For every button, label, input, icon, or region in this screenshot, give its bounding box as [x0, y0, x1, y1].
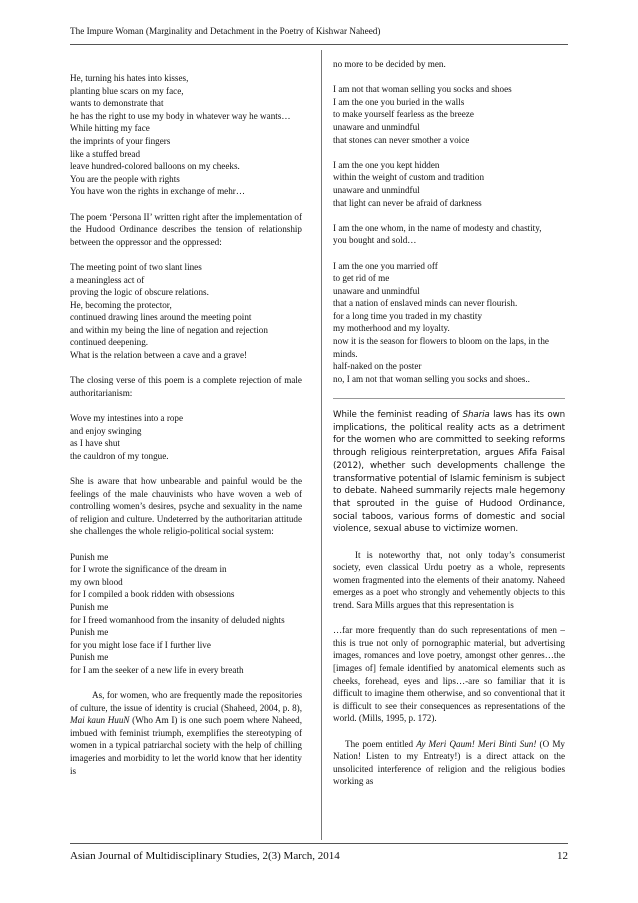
- poem-line: [333, 146, 565, 159]
- poem-line: he has the right to use my body in whatever way he wants…: [70, 110, 291, 121]
- poem-line: as I have shut: [70, 438, 120, 449]
- poem-line: He, turning his hates into kisses,: [70, 73, 189, 83]
- poem-line: You are the people with rights: [70, 173, 180, 184]
- poem-line: that light can never be afraid of darkness: [333, 197, 482, 208]
- poem-word: me: [97, 601, 109, 612]
- poem-line: my motherhood and my loyalty.: [333, 323, 450, 334]
- poem-line: [333, 71, 565, 84]
- block-quote: …far more frequently than do such representations of men – this is true not only of pornographic material, but advertising images, romances and love poetry, amongst other genres…the [images of] female identified by anatomical elements such as cheeks, forehead, eyes and lips…-are so familiar that it is difficult to imagine them otherwise, and so conventional that it is difficult to see their consequences as representations of the world. (Mills, 1995, p. 172).: [333, 625, 565, 724]
- poem-line: [333, 209, 565, 222]
- poem-line: for you might lose face if I further live: [70, 639, 211, 650]
- poem-line: continued drawing lines around the meeting point: [70, 312, 252, 323]
- poem-line: You have won the rights in exchange of mehr…: [70, 186, 245, 197]
- poem-line: for I am the seeker of a new life in every breath: [70, 664, 244, 675]
- paragraph: The closing verse of this poem is a complete rejection of male authoritarianism:: [70, 375, 302, 398]
- poem-line: I am the one you married off: [333, 260, 438, 271]
- paragraph: [333, 738, 565, 788]
- right-column: [333, 58, 565, 801]
- poem-line: for I compiled a book ridden with obsessions: [70, 589, 235, 600]
- poem-line: and enjoy swinging: [70, 425, 142, 436]
- poem-line: the cauldron of my tongue.: [70, 450, 169, 461]
- poem-line: a meaningless act of: [70, 274, 145, 285]
- poem-line: continued deepening.: [70, 337, 149, 348]
- poem-line: my own blood: [70, 576, 123, 587]
- poem-line: leave hundred-colored balloons on my cheeks.: [70, 161, 240, 172]
- poem-line: I am the one you buried in the walls: [333, 96, 465, 107]
- column-divider: [321, 50, 322, 840]
- poem-line: proving the logic of obscure relations.: [70, 287, 209, 298]
- poem-line: like a stuffed bread: [70, 148, 141, 159]
- paragraph-text: The poem entitled: [345, 738, 417, 749]
- poem-line: I am the one you kept hidden: [333, 159, 440, 170]
- poem-line: that a nation of enslaved minds can never flourish.: [333, 298, 518, 309]
- footer-rule: [70, 843, 568, 844]
- poem-line: within the weight of custom and tradition: [333, 172, 485, 183]
- poem-line: [70, 601, 302, 614]
- poem-line: planting blue scars on my face,: [70, 85, 184, 96]
- poem-line: for I wrote the significance of the dream in: [70, 564, 227, 575]
- poem-line: unaware and unmindful: [333, 285, 420, 296]
- poem-line: Wove my intestines into a rope: [70, 413, 184, 424]
- poem-line: that stones can never smother a voice: [333, 134, 470, 145]
- poem-line: Punish me: [70, 627, 109, 638]
- poem-word: Punish: [70, 601, 95, 612]
- poem-line: to make yourself fearless as the breeze: [333, 109, 474, 120]
- poem-line: you bought and sold…: [333, 235, 417, 246]
- poem-line: no more to be decided by men.: [333, 59, 446, 69]
- footer-journal-citation: Asian Journal of Multidisciplinary Studies, 2(3) March, 2014: [70, 850, 340, 862]
- poem-line: What is the relation between a cave and a grave!: [70, 350, 248, 361]
- page-number: 12: [557, 850, 568, 862]
- paragraph-text: As, for women, who are frequently made the repositories of culture, the issue of identity is crucial (Shaheed, 2004, p. 8),: [70, 690, 302, 713]
- poem-line: no, I am not that woman selling you socks and shoes..: [333, 373, 530, 384]
- left-column: [70, 72, 302, 790]
- poem-line: unaware and unmindful: [333, 184, 420, 195]
- poem-title: Ay Meri Qaum! Meri Binti Sun!: [416, 738, 537, 749]
- paragraph: The poem ‘Persona II’ written right after the implementation of the Hudood Ordinance describes the tension of relationship between the oppressor and the oppressed:: [70, 211, 302, 247]
- section-divider: [333, 398, 565, 399]
- poem-excerpt-3: [70, 412, 302, 462]
- paragraph-text: (O My Nation! Listen to my Entreaty!) is a direct attack on the unsolicited interference of religion and the religious bodies working as: [333, 738, 565, 787]
- poem-line: wants to demonstrate that: [70, 98, 164, 109]
- paragraph: [70, 689, 302, 777]
- poem-line: the imprints of your fingers: [70, 135, 171, 146]
- poem-line: now it is the season for flowers to bloom on the laps, in the minds.: [333, 336, 549, 359]
- poem-line: and within my being the line of negation and rejection: [70, 324, 268, 335]
- poem-line: unaware and unmindful: [333, 121, 420, 132]
- paragraph: It is noteworthy that, not only today’s consumerist society, even classical Urdu poetry as a whole, represents women fragmented into the elements of their anatomy. Naheed emerges as a poet who strongly and vehemently objects to this trend. Sara Mills argues that this representation is: [333, 549, 565, 611]
- paragraph: She is aware that how unbearable and painful would be the feelings of the male chauvinists who have woven a web of controlling women’s desires, psyche and sexuality in the name of religion and culture. Undeterred by the authoritarian attitude she challenges the whole religio-political social system:: [70, 476, 302, 537]
- paragraph-text: (Who Am I) is one such poem where Naheed, imbued with feminist triumph, exemplifies the stereotyping of women in a typical patriarchal society with the help of chilling imageries and morbidity to let the world know that her identity is: [70, 715, 302, 776]
- poem-excerpt-2: [70, 261, 302, 362]
- paragraph-text: While the feminist reading of: [333, 410, 463, 421]
- poem-line: I am not that woman selling you socks and shoes: [333, 84, 512, 95]
- poem-line: I am the one whom, in the name of modesty and chastity,: [333, 222, 542, 233]
- poem-line: half-naked on the poster: [333, 361, 422, 372]
- paragraph-text: laws has its own implications, the political reality acts as a detriment for the women who are committed to seeking reforms through religious reinterpretation, argues Afifa Faisal (2012), whether such developments challenge the transformative potential of Islamic feminism is subject to debate. Naheed summarily rejects male hegemony that sprouted in the guise of Hudood Ordinance, social taboos, various forms of domestic and social violence, sexual abuse to victimize women.: [333, 410, 565, 535]
- poem-line: Punish me: [70, 551, 109, 562]
- term: Sharia: [462, 410, 490, 421]
- poem-line: While hitting my face: [70, 123, 150, 134]
- header-rule: [70, 44, 568, 45]
- poem-excerpt-1: [70, 72, 302, 198]
- poem-line: [333, 247, 565, 260]
- poem-line: for I freed womanhood from the insanity of deluded nights: [70, 614, 285, 625]
- paragraph: [333, 409, 565, 536]
- poem-line: for a long time you traded in my chastity: [333, 310, 483, 321]
- poem-line: to get rid of me: [333, 273, 390, 284]
- poem-excerpt-5: [333, 58, 565, 385]
- poem-excerpt-4: [70, 551, 302, 677]
- running-title: The Impure Woman (Marginality and Detachment in the Poetry of Kishwar Naheed): [70, 26, 381, 36]
- poem-title: Mai kaun HuuN: [70, 715, 130, 726]
- poem-line: He, becoming the protector,: [70, 299, 172, 310]
- poem-line: Punish me: [70, 652, 109, 663]
- poem-line: The meeting point of two slant lines: [70, 261, 202, 272]
